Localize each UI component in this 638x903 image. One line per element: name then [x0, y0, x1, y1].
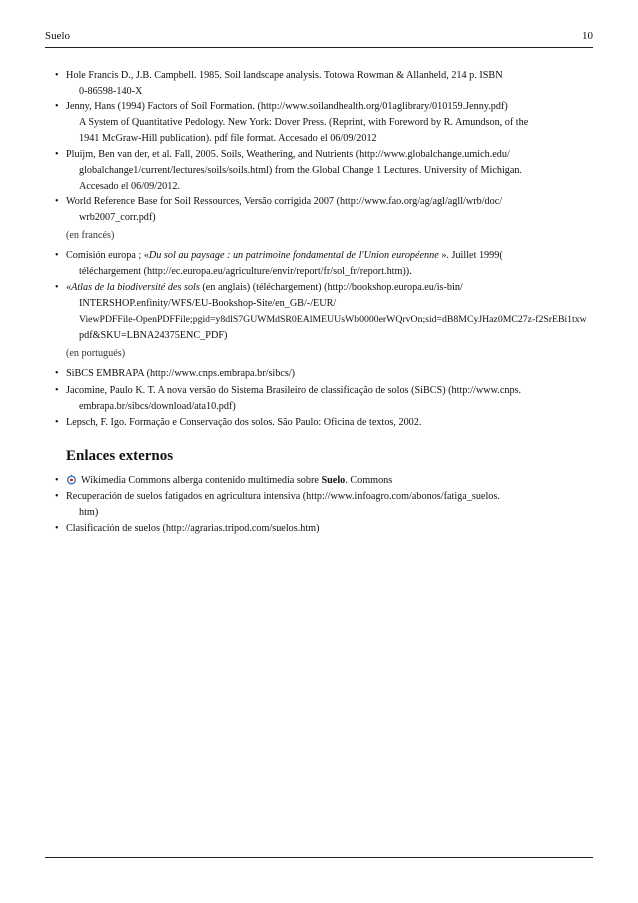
bullet-icon: •	[55, 385, 59, 396]
wikimedia-commons-icon[interactable]	[66, 474, 77, 485]
reference-line: A System of Quantitative Pedology. New York: Dover Press. (Reprint, with Foreword by R. Amundson, of the	[79, 117, 529, 128]
reference-line[interactable]: wrb2007_corr.pdf)	[79, 212, 156, 223]
list-item	[55, 383, 586, 415]
external-link[interactable]: Clasificación de suelos (http://agrarias.tripod.com/suelos.htm)	[66, 523, 320, 534]
external-link[interactable]: htm)	[79, 507, 99, 518]
bullet-icon: •	[55, 523, 59, 534]
bullet-icon: •	[55, 417, 59, 428]
bullet-icon: •	[55, 368, 59, 379]
reference-line[interactable]: Jenny, Hans (1994) Factors of Soil Formation. (http://www.soilandhealth.org/01aglibrary/010159.Jenny.pdf)	[66, 101, 508, 112]
list-item	[55, 473, 586, 489]
page-header-title: Suelo	[45, 30, 71, 42]
bullet-icon: •	[55, 196, 59, 207]
bullet-icon: •	[55, 101, 59, 112]
reference-line[interactable]: «Atlas de la biodiversité des sols (en anglais) (téléchargement) (http://bookshop.europa.eu/is-bin/	[66, 282, 463, 293]
list-item	[55, 489, 586, 521]
list-item	[55, 366, 586, 382]
reference-line: Comisión europa ; «Du sol au paysage : un patrimoine fondamental de l'Union européenne ». Juillet 1999(	[66, 250, 503, 261]
external-link[interactable]: Recuperación de suelos fatigados en agricultura intensiva (http://www.infoagro.com/abonos/fatiga_suelos.	[66, 491, 500, 502]
list-item	[55, 147, 586, 195]
list-item	[55, 280, 587, 344]
reference-line[interactable]: SiBCS EMBRAPA (http://www.cnps.embrapa.br/sibcs/)	[66, 368, 296, 379]
bullet-icon: •	[55, 475, 59, 486]
list-item	[55, 194, 586, 226]
reference-line[interactable]: 0-86598-140-X	[79, 86, 143, 97]
reference-line[interactable]: World Reference Base for Soil Ressources, Versão corrigida 2007 (http://www.fao.org/ag/agl/agll/wrb/doc/	[66, 196, 503, 207]
reference-line[interactable]: téléchargement (http://ec.europa.eu/agriculture/envir/report/fr/sol_fr/report.htm)).	[79, 266, 412, 277]
subheading-portuguese: (en portugués)	[66, 348, 126, 359]
reference-line[interactable]: Hole Francis D., J.B. Campbell. 1985. Soil landscape analysis. Totowa Rowman & Allanheld, 214 p. ISBN	[66, 70, 503, 81]
reference-line: Lepsch, F. Igo. Formação e Conservação dos solos. São Paulo: Oficina de textos, 2002.	[66, 417, 422, 428]
reference-line: 1941 McGraw-Hill publication). pdf file format. Accesado el 06/09/2012	[79, 133, 377, 144]
reference-line: Accesado el 06/09/2012.	[79, 181, 180, 192]
subheading-french: (en francés)	[66, 230, 115, 241]
commons-line: Wikimedia Commons alberga contenido multimedia sobre Suelo. Commons	[66, 473, 586, 489]
bullet-icon: •	[55, 491, 59, 502]
title-italic: Atlas de la biodiversité des sols	[71, 282, 200, 293]
list-item	[55, 68, 586, 100]
footer-divider	[45, 857, 593, 858]
bullet-icon: •	[55, 250, 59, 261]
reference-line[interactable]: ViewPDFFile-OpenPDFFile;pgid=y8dlS7GUWMdSR0EAlMEUUsWb0000erWQrvOn;sid=dB8MCyJHaz0MC27z-f2SrEBi1txw	[79, 314, 587, 325]
list-item	[55, 248, 586, 280]
reference-line[interactable]: globalchange1/current/lectures/soils/soils.html) from the Global Change 1 Lectures. University of Michigan.	[79, 165, 523, 176]
title-italic: Du sol au paysage : un patrimoine fondamental de l'Union européenne	[148, 250, 439, 261]
commons-link-bold[interactable]: Suelo	[321, 475, 346, 486]
section-heading-external-links: Enlaces externos	[66, 448, 174, 464]
reference-line[interactable]: Pluijm, Ben van der, et al. Fall, 2005. Soils, Weathering, and Nutrients (http://www.globalchange.umich.edu/	[66, 149, 510, 160]
list-item	[55, 521, 586, 537]
reference-line[interactable]: Jacomine, Paulo K. T. A nova versão do Sistema Brasileiro de classificação de solos (SiBCS) (http://www.cnps.	[66, 385, 522, 396]
list-item	[55, 415, 586, 431]
reference-line[interactable]: INTERSHOP.enfinity/WFS/EU-Bookshop-Site/en_GB/-/EUR/	[79, 298, 337, 309]
reference-line[interactable]: pdf&SKU=LBNA24375ENC_PDF)	[79, 330, 228, 341]
list-item	[55, 99, 586, 147]
page-number: 10	[582, 30, 593, 42]
bullet-icon: •	[55, 70, 59, 81]
bullet-icon: •	[55, 282, 59, 293]
bullet-icon: •	[55, 149, 59, 160]
reference-line[interactable]: embrapa.br/sibcs/download/ata10.pdf)	[79, 401, 236, 412]
